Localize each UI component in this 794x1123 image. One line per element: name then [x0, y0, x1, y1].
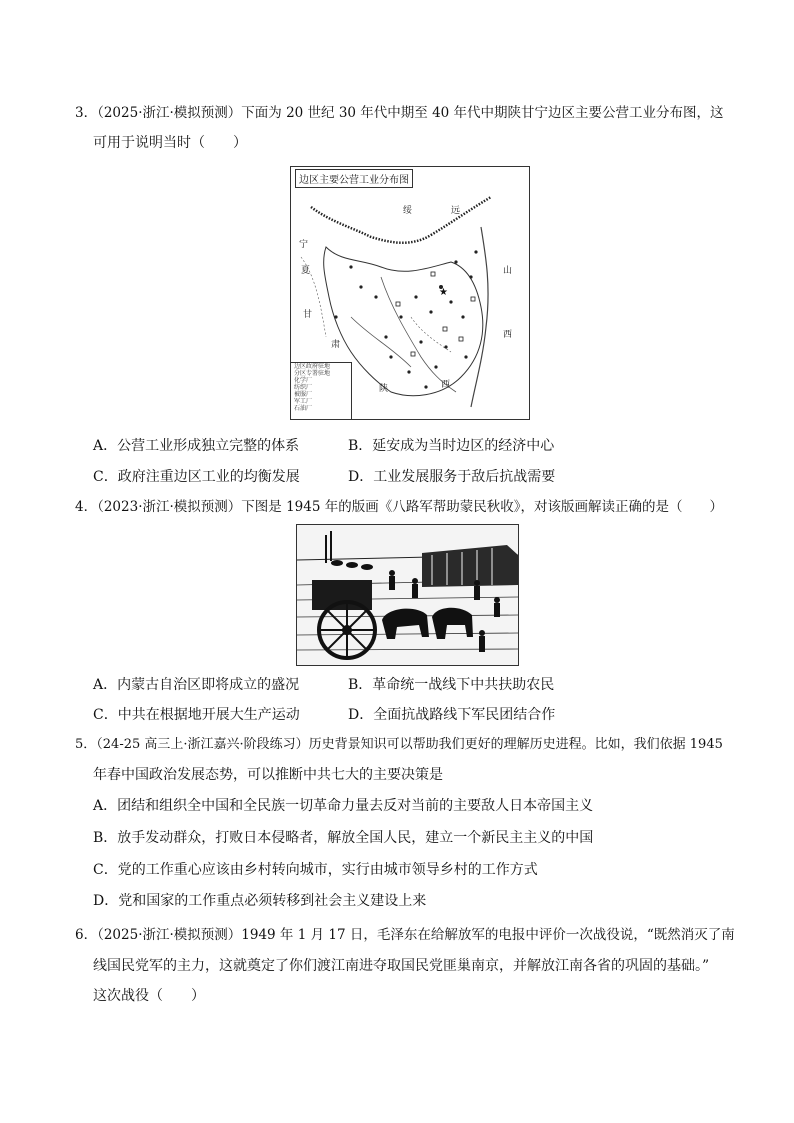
- q5-option-d: D．党和国家的工作重点必须转移到社会主义建设上来: [93, 893, 427, 909]
- map-legend: [291, 362, 352, 419]
- legend-item: 石油厂: [294, 405, 313, 412]
- map-label-shaan: 陕: [379, 384, 389, 394]
- q4-option-c: C．中共在根据地开展大生产运动: [93, 707, 300, 723]
- q4-option-b: B．革命统一战线下中共扶助农民: [348, 677, 555, 693]
- q3-option-c: C．政府注重边区工业的均衡发展: [93, 469, 300, 485]
- q3-option-d: D．工业发展服务于敌后抗战需要: [348, 469, 556, 485]
- woodcut-illustration: [297, 525, 518, 665]
- map-label-xi2: 西: [503, 330, 513, 340]
- legend-item: 纺织厂: [294, 384, 313, 391]
- q6-stem-line2: 线国民党军的主力，这就奠定了你们渡江南进夺取国民党匪巢南京，并解放江南各省的巩固的基础。”: [93, 958, 710, 974]
- q5-option-b: B．放手发动群众，打败日本侵略者，解放全国人民，建立一个新民主主义的中国: [93, 830, 594, 846]
- svg-text:★: ★: [439, 287, 448, 298]
- legend-item: 被服厂: [294, 391, 313, 398]
- q5-stem-line2: 年春中国政治发展态势，可以推断中共七大的主要决策是: [93, 767, 443, 783]
- q5-option-c: C．党的工作重心应该由乡村转向城市，实行由城市领导乡村的工作方式: [93, 862, 538, 878]
- legend-item: 化学厂: [294, 377, 313, 384]
- q5-option-a: A．团结和组织全中国和全民族一切革命力量去反对当前的主要敌人日本帝国主义: [93, 798, 594, 814]
- map-label-su: 肃: [331, 340, 341, 350]
- map-label-gan: 甘: [303, 310, 313, 320]
- q3-option-b: B．延安成为当时边区的经济中心: [348, 438, 555, 454]
- q4-woodcut-image: [296, 524, 519, 666]
- map-title: 边区主要公营工业分布图: [295, 169, 413, 188]
- map-label-ning: 宁: [299, 240, 309, 250]
- map-label-sui: 绥: [403, 206, 413, 216]
- q5-stem-line1: 5．（24-25 高三上·浙江嘉兴·阶段练习）历史背景知识可以帮助我们更好的理解历史进程。比如，我们依据 1945: [75, 737, 723, 752]
- legend-item: 边区政府驻地: [294, 363, 331, 370]
- legend-item: 军工厂: [294, 398, 313, 405]
- q4-option-d: D．全面抗战路线下军民团结合作: [348, 707, 556, 723]
- map-label-yuan: 远: [451, 206, 461, 216]
- q6-stem-line3: 这次战役（ ）: [93, 988, 205, 1004]
- map-label-xia: 夏: [301, 266, 311, 276]
- q3-stem-line1: 3．（2025·浙江·模拟预测）下面为 20 世纪 30 年代中期至 40 年代中期陕甘宁边区主要公营工业分布图，这: [75, 105, 724, 121]
- q4-stem-line1: 4．（2023·浙江·模拟预测）下图是 1945 年的版画《八路军帮助蒙民秋收》，对该版画解读正确的是（ ）: [75, 499, 723, 515]
- q3-stem-line2: 可用于说明当时（ ）: [93, 135, 247, 151]
- map-label-shan: 山: [503, 266, 513, 276]
- q3-map-figure: [290, 166, 530, 420]
- legend-item: 分区专署驻地: [294, 370, 331, 377]
- q4-option-a: A．内蒙古自治区即将成立的盛况: [93, 677, 300, 693]
- map-label-xi: 西: [441, 380, 451, 390]
- q3-option-a: A．公营工业形成独立完整的体系: [93, 438, 300, 454]
- q6-stem-line1: 6．（2025·浙江·模拟预测）1949 年 1 月 17 日，毛泽东在给解放军的电报中评价一次战役说，“既然消灭了南: [75, 927, 735, 943]
